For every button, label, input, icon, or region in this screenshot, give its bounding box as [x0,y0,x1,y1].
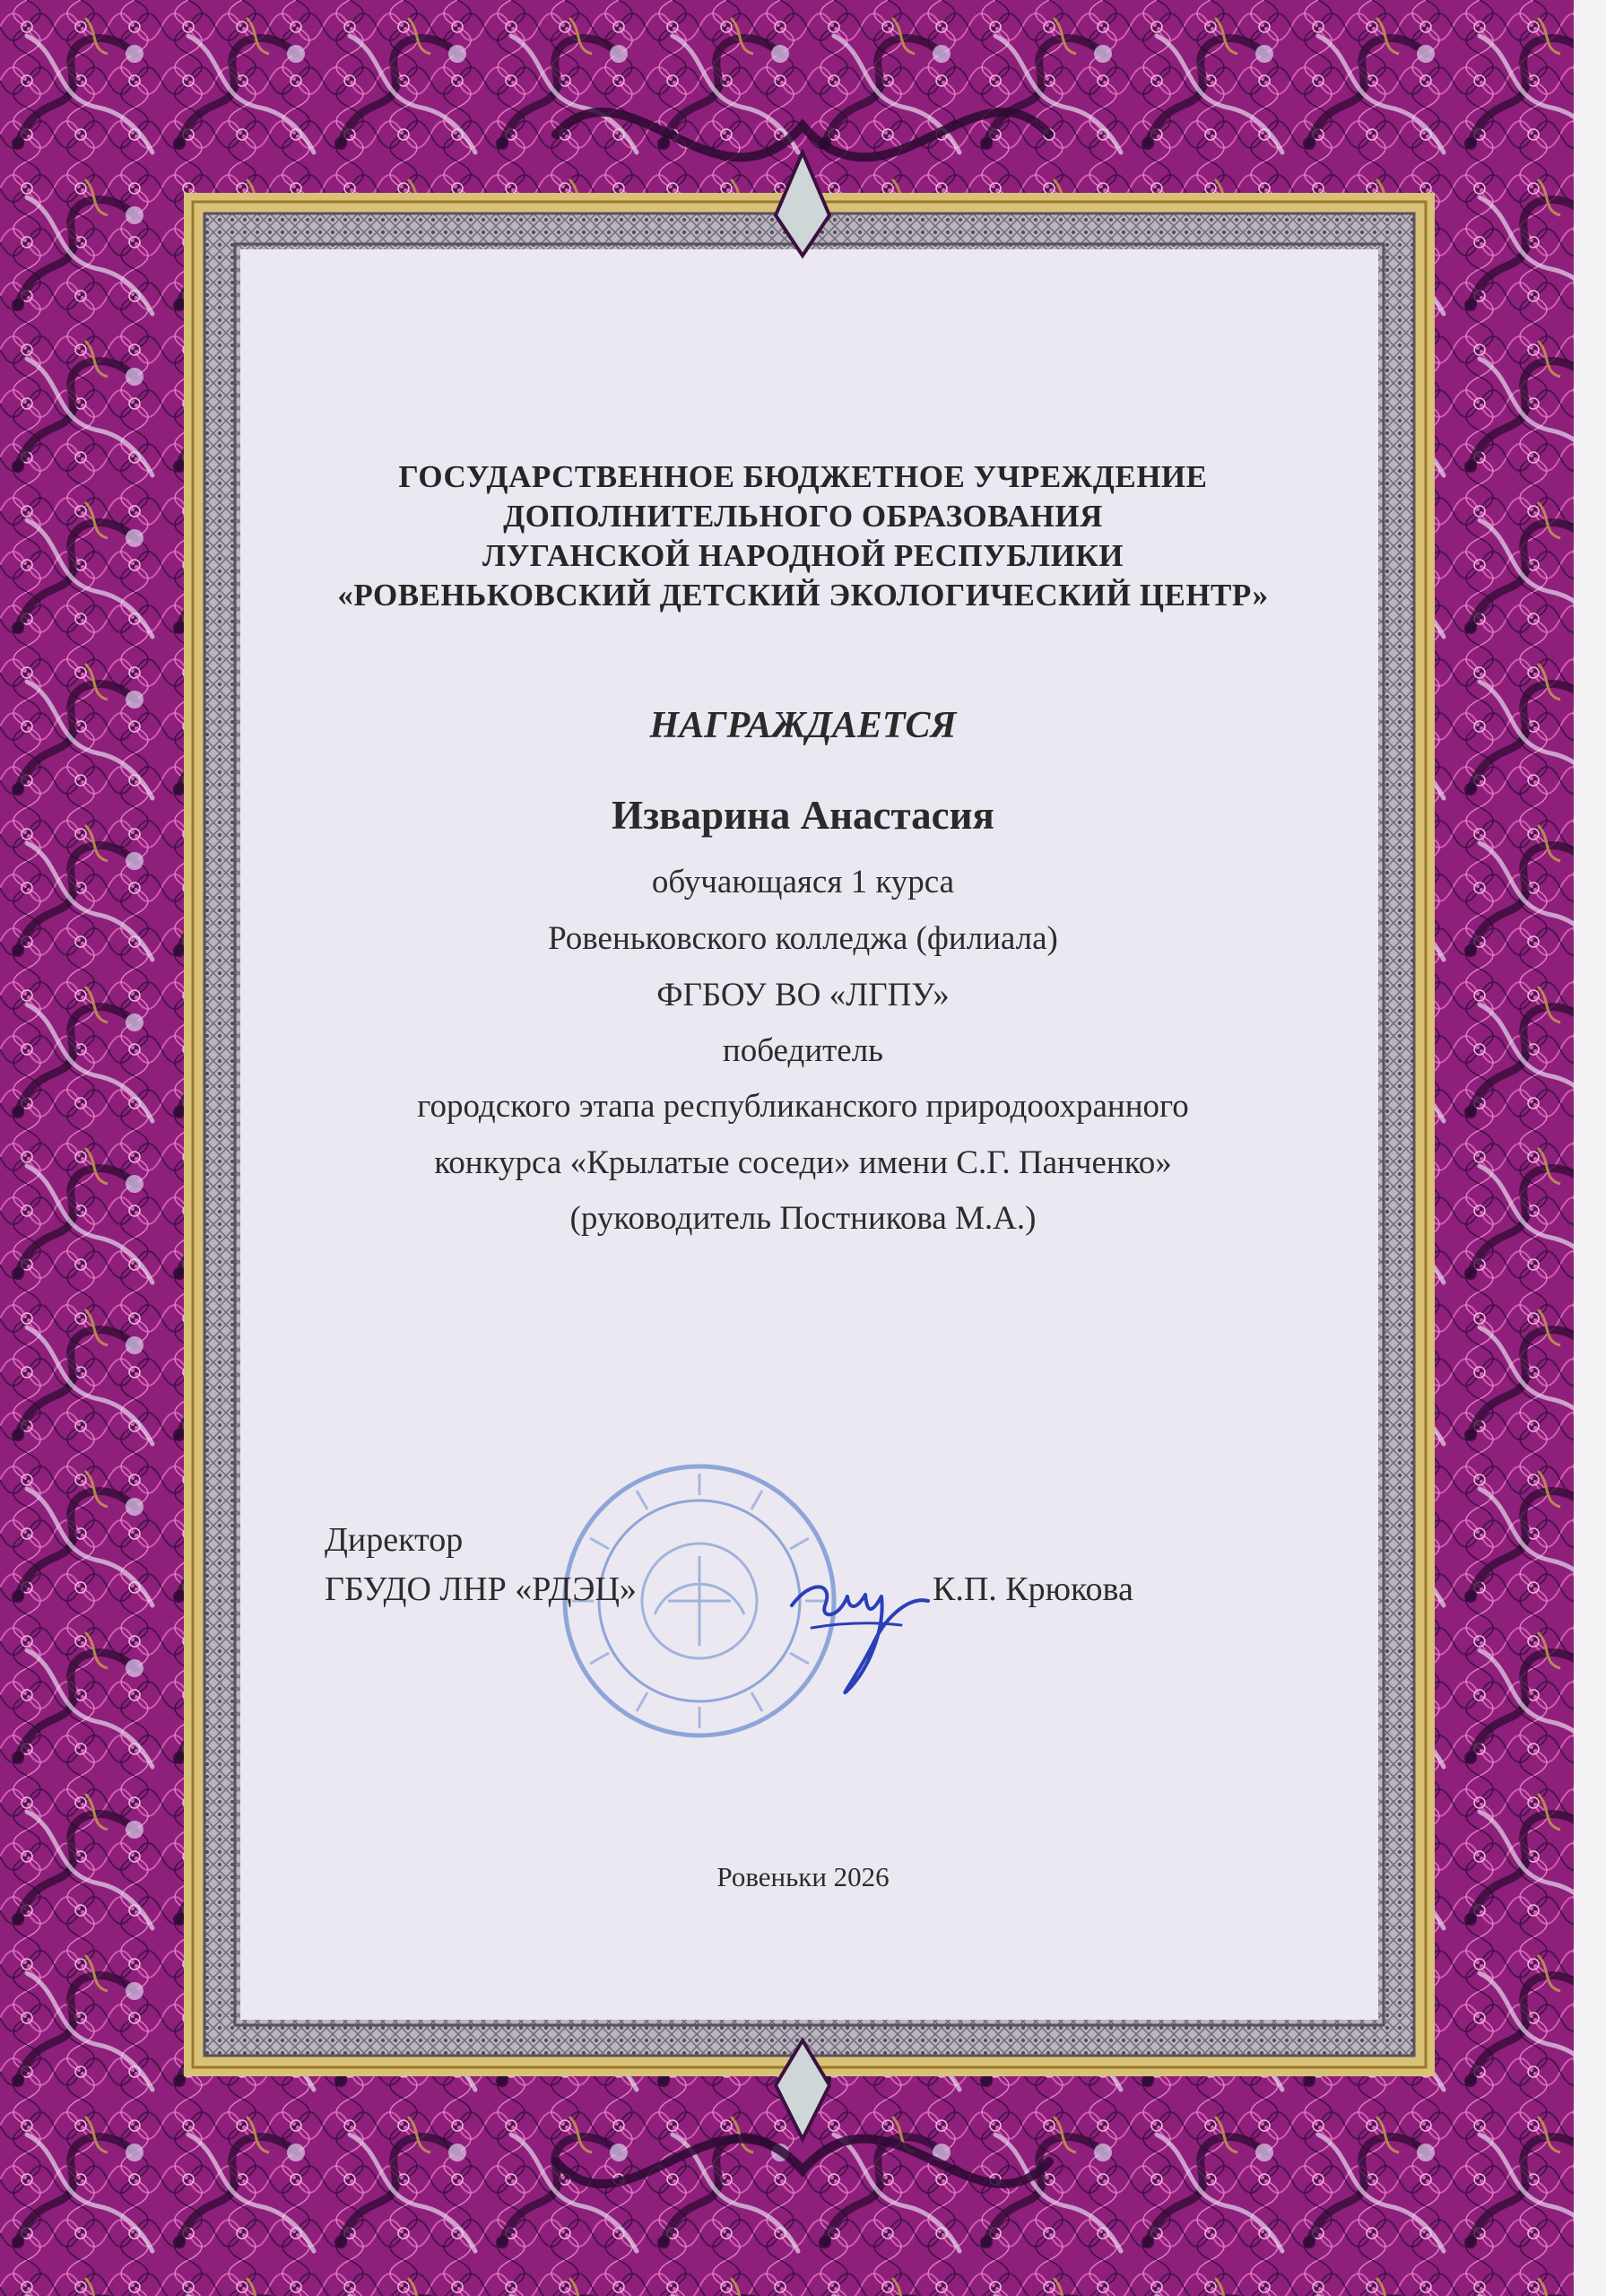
signature-organization: ГБУДО ЛНР «РДЭЦ» [325,1570,637,1608]
award-line-5: городского этапа республиканского природоохранного [417,1088,1189,1125]
city-year: Ровеньки 2026 [716,1861,890,1892]
handwritten-signature-icon [785,1543,937,1704]
award-line-7: (руководитель Постникова М.А.) [569,1200,1037,1237]
signature-position: Директор [325,1521,464,1559]
recipient-name: Изварина Анастасия [612,793,994,838]
award-title: НАГРАЖДАЕТСЯ [649,705,957,746]
header-line-1: ГОСУДАРСТВЕННОЕ БЮДЖЕТНОЕ УЧРЕЖДЕНИЕ [398,459,1208,494]
award-line-3: ФГБОУ ВО «ЛГПУ» [656,977,950,1013]
header-line-4: «РОВЕНЬКОВСКИЙ ДЕТСКИЙ ЭКОЛОГИЧЕСКИЙ ЦЕНТР» [337,578,1269,613]
award-line-6: конкурса «Крылатые соседи» имени С.Г. Панченко» [434,1144,1172,1181]
award-line-2: Ровеньковского колледжа (филиала) [548,920,1058,957]
award-line-4: победитель [722,1032,884,1069]
signer-name: К.П. Крюкова [933,1570,1133,1608]
header-line-3: ЛУГАНСКОЙ НАРОДНОЙ РЕСПУБЛИКИ [482,538,1124,573]
header-line-2: ДОПОЛНИТЕЛЬНОГО ОБРАЗОВАНИЯ [503,499,1103,534]
award-line-1: обучающаяся 1 курса [651,864,955,900]
